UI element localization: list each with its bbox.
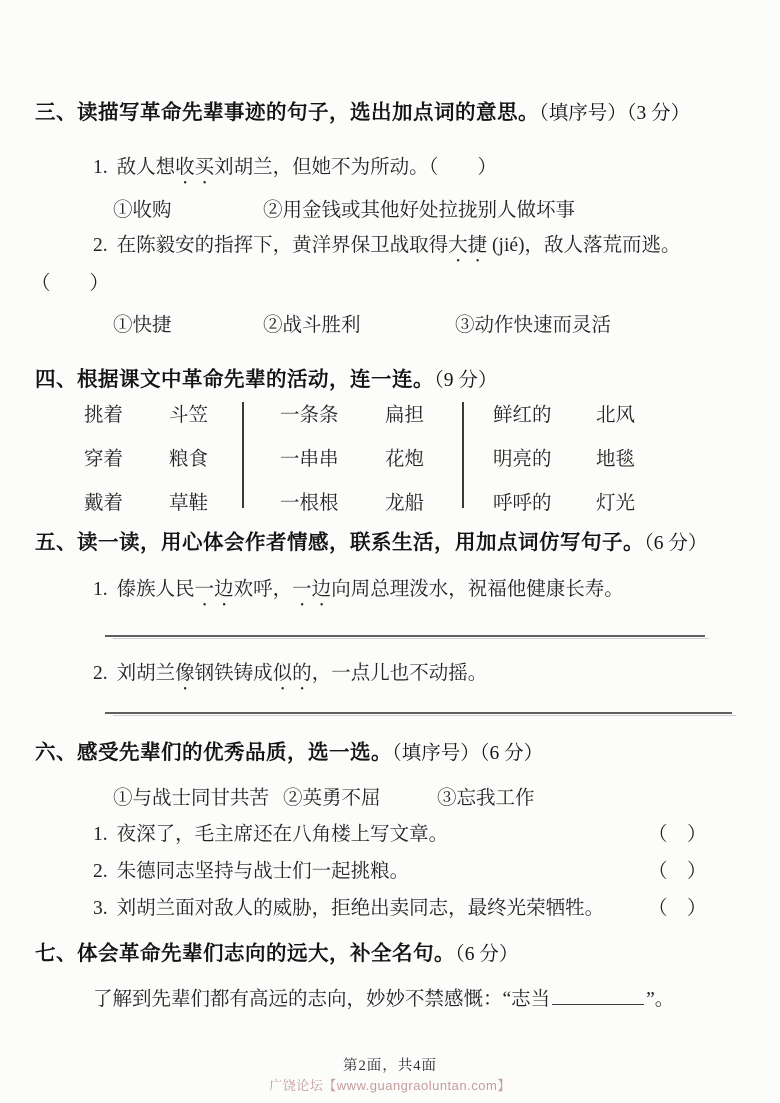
match-group-2 <box>244 394 464 526</box>
match-cell: 花炮 <box>385 449 425 470</box>
q7-text-suffix: ”。 <box>646 989 675 1010</box>
match-cell: 草鞋 <box>169 493 209 514</box>
section-4-heading <box>35 366 497 395</box>
q3-2-text-post: (jié)，敌人落荒而逃。 <box>487 235 681 256</box>
q5-1-text-post: 向周总理泼水，祝福他健康长寿。 <box>331 579 624 600</box>
section-7-heading <box>35 940 518 969</box>
section-4-heading-score: （9 分） <box>434 370 498 391</box>
q6-1-sentence <box>93 821 448 848</box>
section-6-heading <box>35 739 543 768</box>
q3-2-dotted-word: 大捷 <box>448 235 488 256</box>
match-group-3-right-column <box>596 394 658 526</box>
q6-2-number: 2. <box>93 861 108 882</box>
q3-1-text-post: 刘胡兰，但她不为所动。 <box>214 157 429 178</box>
q6-3-text: 刘胡兰面对敌人的威胁，拒绝出卖同志，最终光荣牺牲。 <box>116 898 605 919</box>
q3-2-option-2: ②战斗胜利 <box>263 315 361 336</box>
match-cell: 一根根 <box>280 493 339 514</box>
q5-2-number: 2. <box>93 663 108 684</box>
match-group-2-left-column <box>280 394 385 526</box>
q3-1-number: 1. <box>93 157 108 178</box>
section-7-heading-score: （6 分） <box>455 944 519 965</box>
section-5-heading-score: （6 分） <box>644 533 708 554</box>
q7-sentence <box>93 986 674 1013</box>
q3-1-text-pre: 敌人想 <box>116 157 176 178</box>
q6-option-1: ①与战士同甘共苦 <box>113 788 270 809</box>
match-cell: 一条条 <box>280 405 339 426</box>
match-cell: 一串串 <box>280 449 339 470</box>
watermark-text: 广饶论坛【www.guangraoluntan.com】 <box>269 1078 511 1093</box>
q5-2-answer-line <box>105 712 732 714</box>
match-group-3 <box>464 394 658 526</box>
q6-1-answer-paren: （ ） <box>648 824 707 845</box>
q5-1-dotted-word-1: 一边 <box>194 579 234 600</box>
match-cell: 明亮的 <box>493 449 552 470</box>
section-3-heading-main: 三、读描写革命先辈事迹的句子，选出加点词的意思。 <box>35 101 539 124</box>
q6-3-sentence <box>93 895 604 922</box>
match-cell: 扁担 <box>385 405 425 426</box>
match-cell: 戴着 <box>84 493 124 514</box>
match-group-3-left-column <box>493 394 596 526</box>
q7-fill-in-blank <box>552 998 644 1005</box>
q5-1-dotted-word-2: 一边 <box>292 579 332 600</box>
q6-1-text: 夜深了，毛主席还在八角楼上写文章。 <box>116 824 449 845</box>
match-cell: 呼呼的 <box>493 493 552 514</box>
q6-2-answer-paren: （ ） <box>648 861 707 882</box>
section-6-heading-score: （填序号）（6 分） <box>392 743 544 764</box>
q6-option-2: ②英勇不屈 <box>283 788 381 809</box>
q6-1-number: 1. <box>93 824 108 845</box>
q6-3-number: 3. <box>93 898 108 919</box>
q6-2-text: 朱德同志坚持与战士们一起挑粮。 <box>116 861 410 882</box>
q6-option-3: ③忘我工作 <box>437 788 535 809</box>
q3-2-text-pre: 在陈毅安的指挥下，黄洋界保卫战取得 <box>116 235 449 256</box>
q3-1-dotted-word: 收买 <box>175 157 215 178</box>
q5-1-sentence <box>93 576 624 611</box>
section-7-heading-main: 七、体会革命先辈们志向的远大，补全名句。 <box>35 942 455 965</box>
match-group-1 <box>84 394 244 526</box>
section-6-heading-main: 六、感受先辈们的优秀品质，选一选。 <box>35 741 392 764</box>
q3-1-option-2: ②用金钱或其他好处拉拢别人做坏事 <box>263 200 576 221</box>
q3-2-answer-paren: （ ） <box>31 273 110 294</box>
q7-text-prefix: 了解到先辈们都有高远的志向，妙妙不禁感慨：“志当 <box>93 989 551 1010</box>
match-cell: 北风 <box>596 405 636 426</box>
q5-1-answer-line <box>105 635 705 637</box>
match-cell: 龙船 <box>385 493 425 514</box>
q5-2-dotted-word-2: 似的 <box>272 663 312 684</box>
section-5-heading-main: 五、读一读，用心体会作者情感，联系生活，用加点词仿写句子。 <box>35 531 644 554</box>
q3-1-answer-paren: （ ） <box>428 157 497 178</box>
matching-exercise <box>84 394 658 526</box>
q5-2-dotted-word-1: 像 <box>175 663 195 684</box>
q6-2-sentence <box>93 858 409 885</box>
page-number: 第2面，共4面 <box>343 1058 437 1074</box>
match-group-2-right-column <box>385 394 464 526</box>
q3-2-sentence <box>93 232 681 267</box>
q5-2-text-pre: 刘胡兰 <box>116 663 176 684</box>
q3-1-option-1: ①收购 <box>113 200 172 221</box>
section-3-heading-score: （填序号）（3 分） <box>539 103 691 124</box>
section-3-heading <box>35 99 690 128</box>
q3-2-number: 2. <box>93 235 108 256</box>
match-cell: 挑着 <box>84 405 124 426</box>
q5-2-text-mid: 钢铁铸成 <box>194 663 273 684</box>
q5-2-sentence <box>93 660 487 695</box>
q5-1-number: 1. <box>93 579 108 600</box>
q5-2-text-post: ，一点儿也不动摇。 <box>311 663 488 684</box>
section-4-heading-main: 四、根据课文中革命先辈的活动，连一连。 <box>35 368 434 391</box>
q3-2-option-3: ③动作快速而灵活 <box>455 315 612 336</box>
q5-1-text-pre: 傣族人民 <box>116 579 195 600</box>
q6-3-answer-paren: （ ） <box>648 898 707 919</box>
match-cell: 地毯 <box>596 449 636 470</box>
match-cell: 鲜红的 <box>493 405 552 426</box>
match-group-1-right-column <box>169 394 244 526</box>
match-cell: 灯光 <box>596 493 636 514</box>
q3-1-sentence <box>93 154 497 189</box>
match-cell: 粮食 <box>169 449 209 470</box>
q3-2-option-1: ①快捷 <box>113 315 172 336</box>
match-cell: 穿着 <box>84 449 124 470</box>
q5-1-text-mid: 欢呼， <box>233 579 293 600</box>
match-group-1-left-column <box>84 394 169 526</box>
section-5-heading <box>35 529 707 558</box>
match-cell: 斗笠 <box>169 405 209 426</box>
